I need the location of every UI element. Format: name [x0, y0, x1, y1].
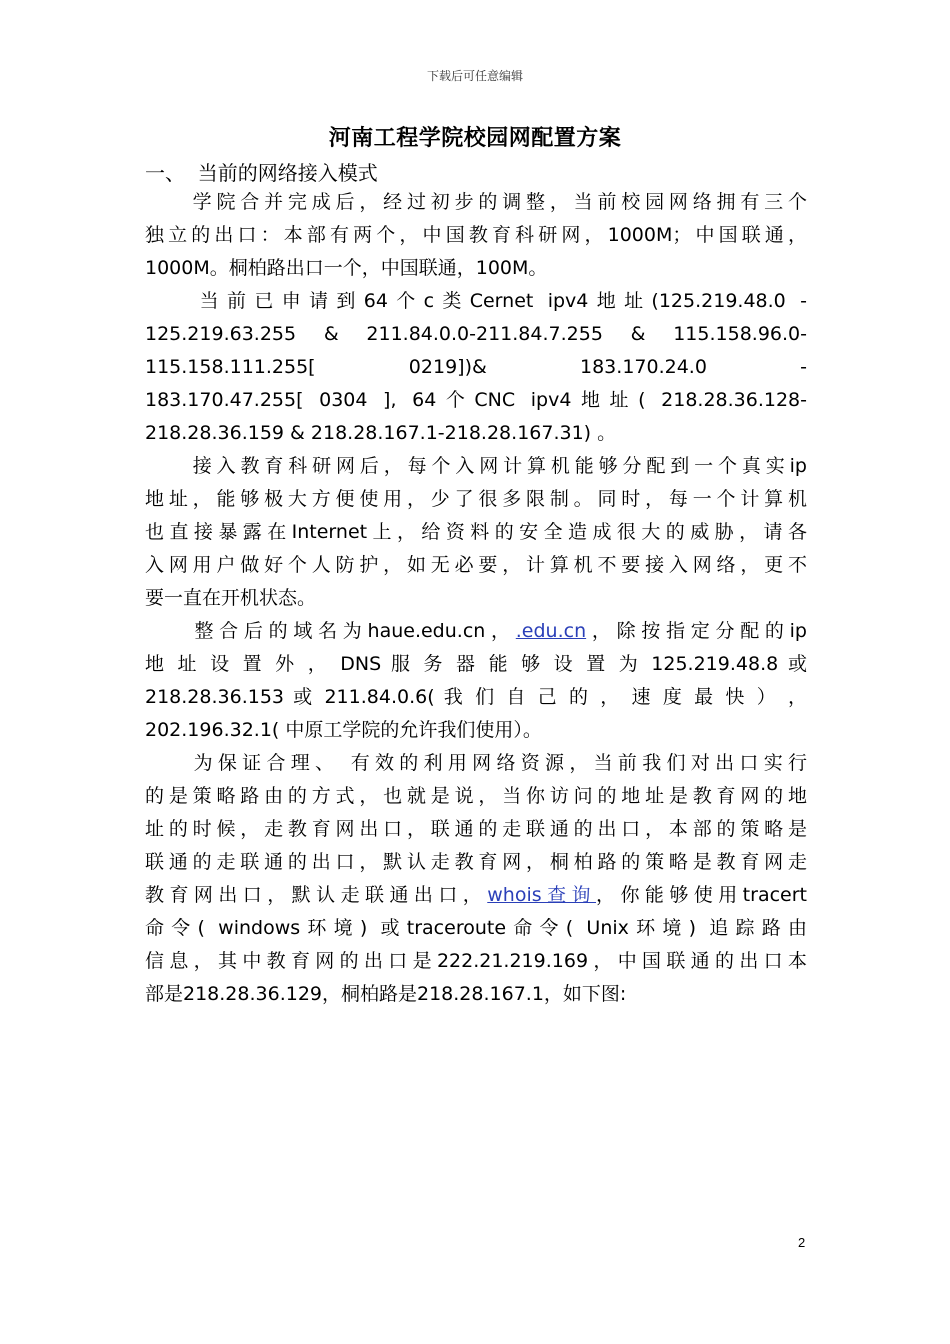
text-line: 入网用户做好个人防护，如无必要，计算机不要接入网络，更不	[145, 554, 807, 576]
domain-link[interactable]: .edu.cn	[515, 620, 587, 642]
text-line: 115.158.111.255[ 0219])& 183.170.24.0 -	[145, 356, 807, 378]
document-title: 河南工程学院校园网配置方案	[328, 126, 622, 151]
text-line: 的是策略路由的方式，也就是说，当你访问的地址是教育网的地	[145, 785, 807, 807]
text-line: 218.28.36.153 或 211.84.0.6( 我 们 自 己 的 ， 速 度 最 快 ） ，	[145, 686, 807, 708]
text-line: 为保证合理、 有效的利用网络资源，当前我们对出口实行	[145, 752, 807, 774]
text-line: 218.28.36.159 & 218.28.167.1-218.28.167.31) 。	[145, 422, 617, 444]
text-line: 地址，能够极大方便使用，少了很多限制。同时，每一个计算机	[145, 488, 807, 510]
text-segment: 整合后的域名为haue.edu.cn，	[145, 620, 516, 642]
text-line: 部是218.28.36.129，桐柏路是218.28.167.1，如下图:	[145, 983, 627, 1005]
page-number: 2	[798, 1235, 806, 1250]
text-line: 也直接暴露在Internet上，给资料的安全造成很大的威胁，请各	[145, 521, 807, 543]
text-line	[145, 615, 807, 648]
paragraph-security	[145, 450, 807, 615]
paragraph-ip-addresses	[145, 285, 807, 450]
text-line: 要一直在开机状态。	[145, 587, 317, 609]
text-line: 1000M。桐柏路出口一个，中国联通，100M。	[145, 257, 548, 279]
text-line: 地 址 设 置 外 ， DNS 服 务 器 能 够 设 置 为 125.219.48.8 或	[145, 653, 807, 675]
paragraph-routing	[145, 747, 807, 1011]
text-line: 当前已申请到64个c类Cernet ipv4地址(125.219.48.0 -	[145, 290, 807, 312]
text-line: 202.196.32.1( 中原工学院的允许我们使用）。	[145, 719, 542, 741]
text-line: 址的时候，走教育网出口，联通的走联通的出口，本部的策略是	[145, 818, 807, 840]
text-line: 学院合并完成后，经过初步的调整，当前校园网络拥有三个	[145, 191, 807, 213]
section-heading: 一、 当前的网络接入模式	[145, 161, 378, 185]
header-note: 下载后可任意编辑	[426, 69, 523, 83]
text-segment: 教育网出口，默认走联通出口，	[145, 884, 488, 906]
paragraph-dns	[145, 615, 807, 747]
text-line: 接入教育科研网后，每个入网计算机能够分配到一个真实ip	[145, 455, 807, 477]
paragraph-exits	[145, 186, 807, 285]
text-segment: ，你能够使用tracert	[596, 884, 807, 906]
whois-link[interactable]: whois查询	[487, 884, 596, 906]
text-line: 命令( windows环境) 或traceroute命令( Unix环境) 追踪路由	[145, 917, 807, 939]
text-line: 联通的走联通的出口，默认走教育网，桐柏路的策略是教育网走	[145, 851, 807, 873]
text-line: 独立的出口：本部有两个，中国教育科研网，1000M；中国联通，	[145, 224, 807, 246]
text-line: 183.170.47.255[ 0304 ], 64个CNC ipv4地址( 218.28.36.128-	[145, 389, 807, 411]
text-line: 125.219.63.255 & 211.84.0.0-211.84.7.255 & 115.158.96.0-	[145, 323, 807, 345]
text-segment: ，除按指定分配的ip	[586, 620, 807, 642]
text-line	[145, 879, 807, 912]
text-line: 信息，其中教育网的出口是222.21.219.169，中国联通的出口本	[145, 950, 807, 972]
